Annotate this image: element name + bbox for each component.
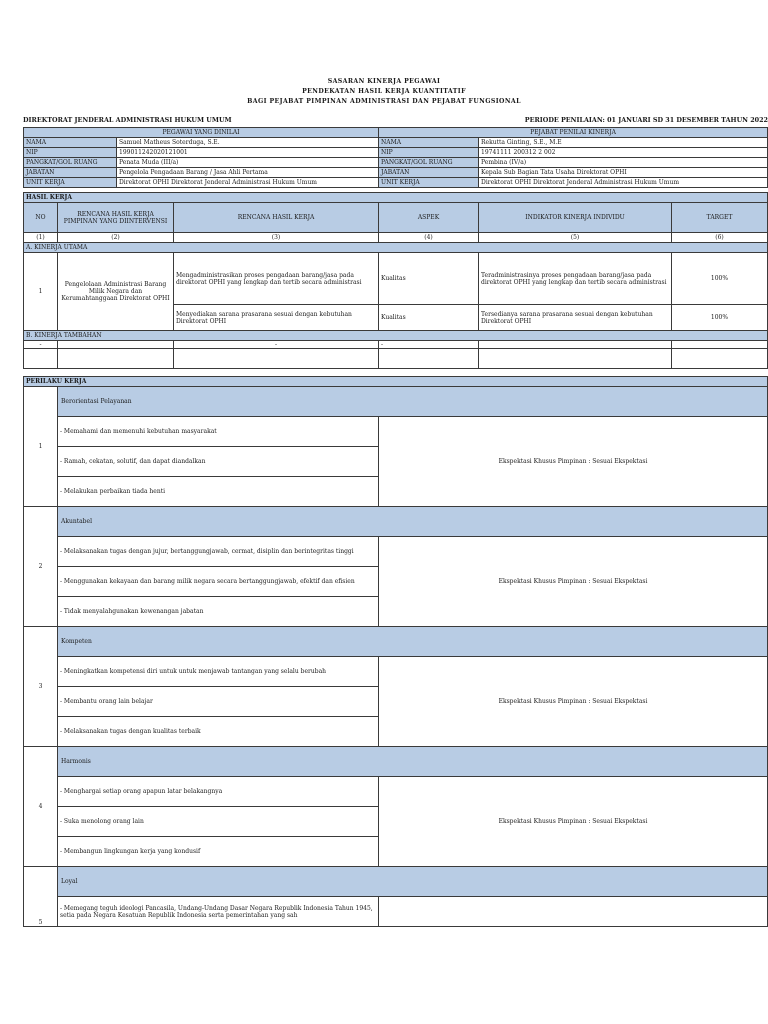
perilaku-title: Loyal [58, 867, 768, 897]
perilaku-title: Harmonis [58, 747, 768, 777]
perilaku-kerja-table [23, 376, 768, 927]
pegawai-label-unit: UNIT KERJA [24, 178, 117, 188]
col-number: (2) [58, 233, 174, 243]
tambahan-empty-cell [672, 349, 768, 369]
perilaku-item: - Menggunakan kekayaan dan barang milik negara secara bertanggungjawab, efektif dan efisien [58, 567, 379, 597]
utama-aspek: Kualitas [379, 253, 479, 305]
perilaku-no: 4 [24, 747, 58, 867]
perilaku-item: - Menghargai setiap orang apapun latar belakangnya [58, 777, 379, 807]
perilaku-section: PERILAKU KERJA [24, 377, 768, 387]
perilaku-no: 3 [24, 627, 58, 747]
utama-indikator: Tersedianya sarana prasarana sesuai dengan kebutuhan Direktorat OPHI [479, 305, 672, 331]
pegawai-pangkat: Penata Muda (III/a) [117, 158, 379, 168]
pejabat-label-pangkat: PANGKAT/GOL RUANG [379, 158, 479, 168]
pegawai-nama: Samuel Matheus Soterduga, S.E. [117, 138, 379, 148]
utama-target: 100% [672, 253, 768, 305]
perilaku-no: 1 [24, 387, 58, 507]
tambahan-empty-cell [58, 349, 174, 369]
document-title: SASARAN KINERJA PEGAWAI [327, 78, 441, 85]
pejabat-pangkat: Pembina (IV/a) [479, 158, 768, 168]
col-number: (3) [174, 233, 379, 243]
tambahan-empty-cell [174, 349, 379, 369]
tambahan-cell: - [24, 341, 58, 349]
document-subtitle-2: BAGI PEJABAT PIMPINAN ADMINISTRASI DAN PEJABAT FUNGSIONAL [247, 98, 521, 105]
perilaku-ekspektasi-empty [379, 897, 768, 927]
perilaku-no: 5 [24, 867, 58, 927]
perilaku-item: - Memahami dan memenuhi kebutuhan masyarakat [58, 417, 379, 447]
utama-indikator: Teradministrasinya proses pengadaan barang/jasa pada direktorat OPHI yang lengkap dan tertib secara administrasi [479, 253, 672, 305]
utama-row-no: 1 [24, 253, 58, 331]
tambahan-empty-cell [479, 349, 672, 369]
perilaku-item: - Tidak menyalahgunakan kewenangan jabatan [58, 597, 379, 627]
perilaku-item: - Membantu orang lain belajar [58, 687, 379, 717]
organization-name: DIREKTORAT JENDERAL ADMINISTRASI HUKUM UMUM [23, 117, 232, 124]
pejabat-label-nama: NAMA [379, 138, 479, 148]
tambahan-cell [58, 341, 174, 349]
pegawai-label-nip: NIP [24, 148, 117, 158]
pegawai-header: PEGAWAI YANG DINILAI [24, 128, 379, 138]
kinerja-utama-label: A. KINERJA UTAMA [24, 243, 768, 253]
pegawai-label-nama: NAMA [24, 138, 117, 148]
pejabat-label-jabatan: JABATAN [379, 168, 479, 178]
col-header-rencana: RENCANA HASIL KERJA [174, 203, 379, 233]
pejabat-nama: Rekutta Ginting, S.E., M.E [479, 138, 768, 148]
perilaku-ekspektasi: Ekspektasi Khusus Pimpinan : Sesuai Ekspektasi [379, 537, 768, 627]
pegawai-nip: 199011242020121001 [117, 148, 379, 158]
col-header-target: TARGET [672, 203, 768, 233]
pejabat-nip: 19741111 200312 2 002 [479, 148, 768, 158]
col-number: (6) [672, 233, 768, 243]
utama-target: 100% [672, 305, 768, 331]
perilaku-title: Akuntabel [58, 507, 768, 537]
tambahan-cell [672, 341, 768, 349]
perilaku-item: - Memegang teguh ideologi Pancasila, Undang-Undang Dasar Negara Republik Indonesia Tahun 1945, setia pada Negara Kesatuan Republik Indonesia serta pemerintahan yang sah [58, 897, 379, 927]
col-number: (1) [24, 233, 58, 243]
pejabat-jabatan: Kepala Sub Bagian Tata Usaha Direktorat OPHI [479, 168, 768, 178]
utama-rencana: Mengadministrasikan proses pengadaan barang/jasa pada direktorat OPHI yang lengkap dan tertib secara administrasi [174, 253, 379, 305]
pegawai-label-jabatan: JABATAN [24, 168, 117, 178]
perilaku-ekspektasi: Ekspektasi Khusus Pimpinan : Sesuai Ekspektasi [379, 777, 768, 867]
document-subtitle: PENDEKATAN HASIL KERJA KUANTITATIF [302, 88, 466, 95]
utama-aspek: Kualitas [379, 305, 479, 331]
hasil-kerja-section: HASIL KERJA [24, 193, 768, 203]
perilaku-no: 2 [24, 507, 58, 627]
perilaku-item: - Ramah, cekatan, solutif, dan dapat diandalkan [58, 447, 379, 477]
perilaku-title: Berorientasi Pelayanan [58, 387, 768, 417]
perilaku-item: - Suka menolong orang lain [58, 807, 379, 837]
tambahan-empty-cell [379, 349, 479, 369]
perilaku-item: - Melaksanakan tugas dengan jujur, bertanggungjawab, cermat, disiplin dan berintegritas tinggi [58, 537, 379, 567]
col-number: (5) [479, 233, 672, 243]
pegawai-unit: Direktorat OPHI Direktorat Jenderal Administrasi Hukum Umum [117, 178, 379, 188]
assessment-period: PERIODE PENILAIAN: 01 JANUARI SD 31 DESEMBER TAHUN 2022 [524, 117, 768, 124]
tambahan-cell: - [379, 341, 479, 349]
tambahan-empty-cell [24, 349, 58, 369]
col-number: (4) [379, 233, 479, 243]
perilaku-ekspektasi: Ekspektasi Khusus Pimpinan : Sesuai Ekspektasi [379, 417, 768, 507]
pejabat-header: PEJABAT PENILAI KINERJA [379, 128, 768, 138]
kinerja-tambahan-label: B. KINERJA TAMBAHAN [24, 331, 768, 341]
pejabat-label-unit: UNIT KERJA [379, 178, 479, 188]
utama-rencana: Menyediakan sarana prasarana sesuai dengan kebutuhan Direktorat OPHI [174, 305, 379, 331]
col-header-no: NO [24, 203, 58, 233]
tambahan-cell [479, 341, 672, 349]
col-header-pimpinan: RENCANA HASIL KERJA PIMPINAN YANG DIINTERVENSI [58, 203, 174, 233]
hasil-kerja-table [23, 192, 768, 369]
tambahan-cell: - [174, 341, 379, 349]
org-period-line [23, 117, 768, 124]
pejabat-label-nip: NIP [379, 148, 479, 158]
perilaku-title: Kompeten [58, 627, 768, 657]
identity-table [23, 127, 768, 188]
perilaku-item: - Membangun lingkungan kerja yang kondusif [58, 837, 379, 867]
col-header-aspek: ASPEK [379, 203, 479, 233]
pegawai-label-pangkat: PANGKAT/GOL RUANG [24, 158, 117, 168]
pegawai-jabatan: Pengelola Pengadaan Barang / Jasa Ahli Pertama [117, 168, 379, 178]
perilaku-item: - Meningkatkan kompetensi diri untuk untuk menjawab tantangan yang selalu berubah [58, 657, 379, 687]
col-header-indikator: INDIKATOR KINERJA INDIVIDU [479, 203, 672, 233]
perilaku-item: - Melakukan perbaikan tiada henti [58, 477, 379, 507]
perilaku-item: - Melaksanakan tugas dengan kualitas terbaik [58, 717, 379, 747]
utama-pimpinan: Pengelolaan Administrasi Barang Milik Negara dan Kerumahtanggaan Direktorat OPHI [58, 253, 174, 331]
perilaku-ekspektasi: Ekspektasi Khusus Pimpinan : Sesuai Ekspektasi [379, 657, 768, 747]
pejabat-unit: Direktorat OPHI Direktorat Jenderal Administrasi Hukum Umum [479, 178, 768, 188]
